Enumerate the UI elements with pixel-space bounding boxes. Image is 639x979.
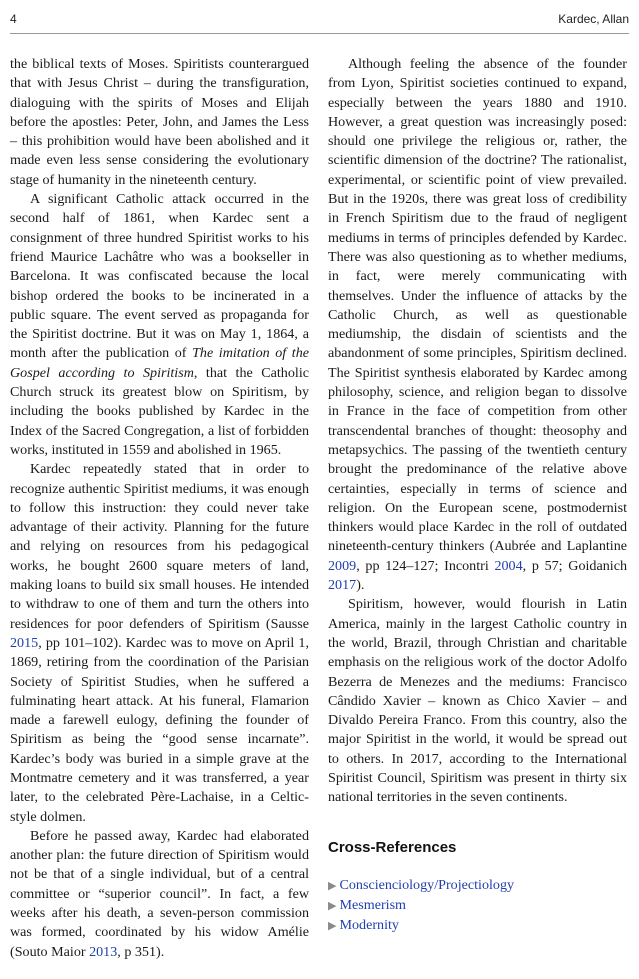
triangle-bullet-icon: ▶ bbox=[328, 879, 337, 892]
paragraph-text: , pp 101–102). Kardec was to move on April 1, 1869, retiring from the coordination of the Parisian Society of Spiritist Studies, when he suffered a fulminating heart attack. At his funeral, Flamarion made a farewell eulogy, defining the founder of Spiritism as being the “good sense incarnate”. Kardec’s body was buried in a simple grave at the Montmatre cemetery and it was transferred, a year later, to the celebrated Père-Lachaise, in a Celtic-style dolmen. bbox=[10, 634, 309, 825]
cross-reference-link[interactable]: Modernity bbox=[339, 917, 399, 934]
running-head: Kardec, Allan bbox=[558, 12, 629, 26]
page-number: 4 bbox=[10, 12, 17, 26]
paragraph-text: , p 57; Goidanich bbox=[522, 557, 627, 574]
paragraph-text: , p 351). bbox=[117, 943, 165, 960]
left-column bbox=[10, 55, 309, 962]
citation-link[interactable]: 2017 bbox=[328, 577, 357, 594]
cross-reference-item[interactable] bbox=[328, 896, 627, 916]
book-title: The imitation of the Gospel according to Spiritism bbox=[10, 345, 309, 381]
citation-link[interactable]: 2013 bbox=[89, 943, 118, 960]
cross-references-heading: Cross-References bbox=[328, 838, 457, 856]
paragraph bbox=[10, 827, 309, 962]
paragraph bbox=[10, 190, 309, 460]
citation-link[interactable]: 2015 bbox=[10, 634, 39, 651]
citation-link[interactable]: 2009 bbox=[328, 557, 357, 574]
paragraph-text: Before he passed away, Kardec had elaborated another plan: the future direction of Spiritism would not be that of a single individual, but of a central committee or “superior council”. In fact, a few weeks after his death, a seven-person commission was formed, coordinated by his widow Amélie (Souto Maior bbox=[10, 827, 309, 960]
paragraph-text: A significant Catholic attack occurred in the second half of 1861, when Kardec sent a consignment of three hundred Spiritist works to his friend Maurice Lachâtre who was a bookseller in Barcelona. It was confiscated because the local bishop ordered the books to be incinerated in a public square. The event served as propaganda for the Spiritist doctrine. But it was on May 1, 1864, a month after the publication of bbox=[10, 191, 309, 362]
cross-reference-link[interactable]: Conscienciology/Projectiology bbox=[339, 876, 515, 893]
paragraph-text: , that the Catholic Church struck its greatest blow on Spiritism, by including the books published by Kardec in the Index of the Sacred Congregation, a list of forbidden works, instituted in 1559 and abolished in 1965. bbox=[10, 364, 309, 458]
paragraph: Spiritism, however, would flourish in Latin America, mainly in the largest Catholic country in the world, Brazil, through Christian and charitable emphasis on the religious work of the doctor Adolfo Bezerra de Menezes and the mediums: Francisco Cândido Xavier – known as Chico Xavier – and Divaldo Pereira Franco. From this country, also the major Spiritist in the world, it would be spread out to others. In 2017, according to the International Spiritist Council, Spiritism was present in thirty six national territories in the seven continents. bbox=[328, 596, 627, 806]
paragraph bbox=[10, 460, 309, 827]
cross-reference-item[interactable] bbox=[328, 916, 627, 936]
cross-reference-item[interactable] bbox=[328, 876, 627, 896]
paragraph-text: ). bbox=[356, 577, 365, 594]
paragraph bbox=[328, 55, 627, 595]
triangle-bullet-icon: ▶ bbox=[328, 900, 337, 913]
header-rule bbox=[10, 33, 629, 34]
paragraph-text: Kardec repeatedly stated that in order to recognize authentic Spiritist mediums, it was enough to follow this instruction: they could never take advantage of their activity. Planning for the future and relying on resources from his pedagogical works, he bought 2600 square meters of land, making loans to build six small houses. He intended to withdraw to one of them and turn the others into residences for poor defenders of Spiritism (Sausse bbox=[10, 461, 309, 632]
citation-link[interactable]: 2004 bbox=[494, 557, 523, 574]
paragraph: the biblical texts of Moses. Spiritists counterargued that with Jesus Christ – during the transfiguration, dialoguing with the spirits of Moses and Elijah before the apostles: Peter, John, and James the Less – this prohibition would have been abolished and it made even less sense considering the evolutionary stage of humanity in the nineteenth century. bbox=[10, 56, 309, 188]
paragraph-text: Although feeling the absence of the founder from Lyon, Spiritist societies continued to expand, especially between the years 1880 and 1910. However, a great question was increasingly posed: should one privilege the religious or, rather, the scientific dimension of the doctrine? The rationalist, experimental, or scientific point of view prevailed. But in the 1920s, there was great loss of credibility in French Spiritism due to the fraud of negligent mediums in terms of principles defended by Kardec. There was also questioning as to whether mediums, in fact, were merely communicating with themselves. Under the influence of attacks by the Catholic Church, as well as questionable mediumship, the disdain of scientists and the abandonment of some principles, Spiritism declined. The Spiritist synthesis elaborated by Kardec among philosophy, science, and religion began to dissolve in France in the face of competition from other transcendental branches of thought: theosophy and metapsychics. The passing of the twentieth century brought the predominance of the relative above certainties, especially in terms of science and religion. On the European scene, postmodernist thinkers would place Kardec in the roll of outdated nineteenth-century thinkers (Aubrée and Laplantine bbox=[328, 56, 627, 555]
page-header bbox=[10, 12, 629, 30]
paragraph-text: , pp 124–127; Incontri bbox=[356, 557, 495, 574]
cross-reference-link[interactable]: Mesmerism bbox=[339, 897, 407, 914]
triangle-bullet-icon: ▶ bbox=[328, 920, 337, 933]
right-column bbox=[328, 55, 627, 937]
